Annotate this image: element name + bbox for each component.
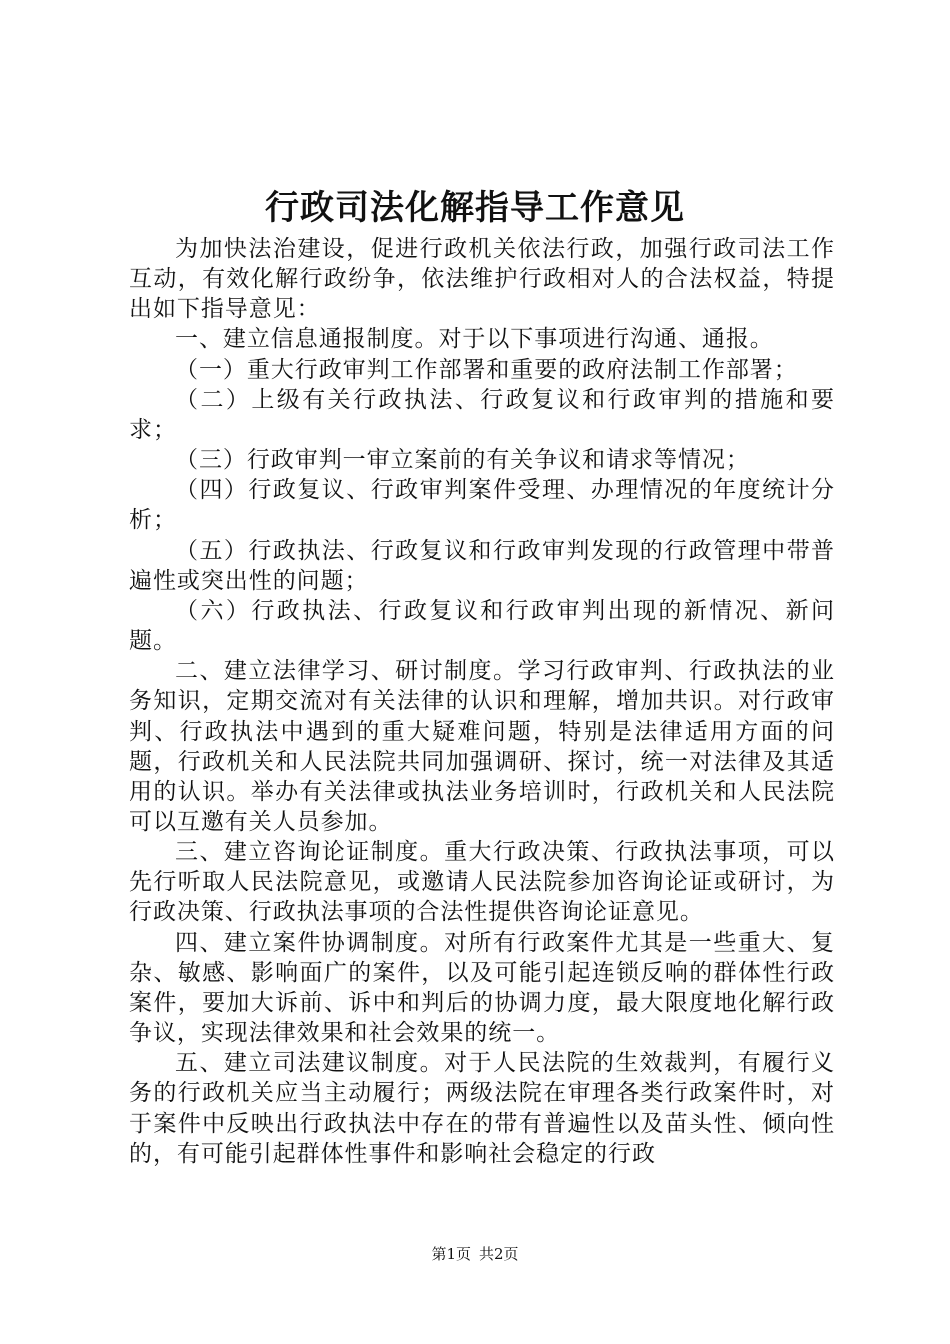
page-total: 共2页 <box>479 1245 519 1263</box>
document-title: 行政司法化解指导工作意见 <box>265 188 685 228</box>
page-footer <box>0 1244 950 1264</box>
section-1-item-3: （三）行政审判一审立案前的有关争议和请求等情况； <box>175 447 750 474</box>
section-1-item-2: （二）上级有关行政执法、行政复议和行政审判的措施和要求； <box>129 386 835 443</box>
section-1-heading: 一、建立信息通报制度。对于以下事项进行沟通、通报。 <box>175 326 774 353</box>
page-number: 第1页 <box>431 1245 471 1263</box>
intro-paragraph: 为加快法治建设，促进行政机关依法行政，加强行政司法工作互动，有效化解行政纷争，依法维护行政相对人的合法权益，特提出如下指导意见： <box>129 236 835 323</box>
section-1-item-6: （六）行政执法、行政复议和行政审判出现的新情况、新问题。 <box>129 597 835 655</box>
document-body <box>129 234 835 1169</box>
section-5-paragraph: 五、建立司法建议制度。对于人民法院的生效裁判，有履行义务的行政机关应当主动履行；两级法院在审理各类行政案件时，对于案件中反映出行政执法中存在的带有普遍性以及苗头性、倾向性的，有可能引起群体性事件和影响社会稳定的行政 <box>129 1050 835 1167</box>
section-1-item-4: （四）行政复议、行政审判案件受理、办理情况的年度统计分析； <box>129 477 835 534</box>
section-3-paragraph: 三、建立咨询论证制度。重大行政决策、行政执法事项，可以先行听取人民法院意见，或邀请人民法院参加咨询论证或研讨，为行政决策、行政执法事项的合法性提供咨询论证意见。 <box>129 839 835 926</box>
section-1-item-5: （五）行政执法、行政复议和行政审判发现的行政管理中带普遍性或突出性的问题； <box>129 537 835 594</box>
section-2-paragraph: 二、建立法律学习、研讨制度。学习行政审判、行政执法的业务知识，定期交流对有关法律的认识和理解，增加共识。对行政审判、行政执法中遇到的重大疑难问题，特别是法律适用方面的问题，行政机关和人民法院共同加强调研、探讨，统一对法律及其适用的认识。举办有关法律或执法业务培训时，行政机关和人民法院可以互邀有关人员参加。 <box>129 658 835 835</box>
section-1-item-1: （一）重大行政审判工作部署和重要的政府法制工作部署； <box>175 356 798 383</box>
section-4-paragraph: 四、建立案件协调制度。对所有行政案件尤其是一些重大、复杂、敏感、影响面广的案件，以及可能引起连锁反响的群体性行政案件，要加大诉前、诉中和判后的协调力度，最大限度地化解行政争议，实现法律效果和社会效果的统一。 <box>129 929 835 1047</box>
